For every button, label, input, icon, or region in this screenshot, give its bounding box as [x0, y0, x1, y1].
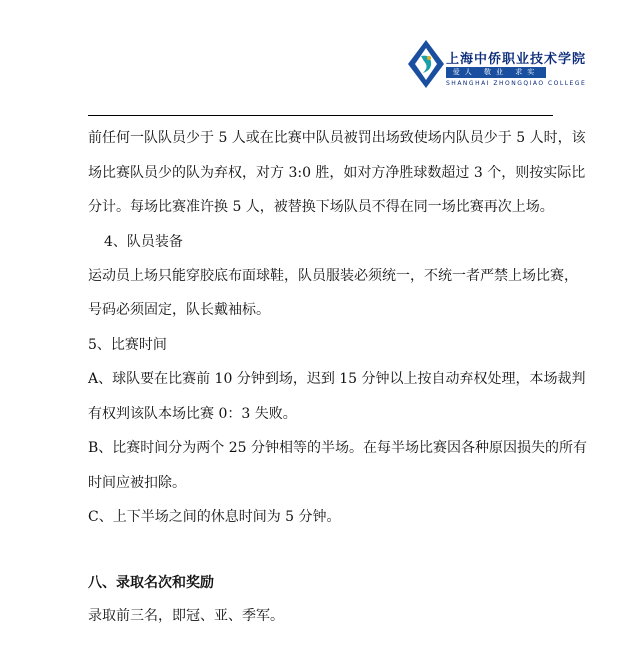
college-logo-icon: [408, 40, 444, 88]
paragraph-line: 时间应被扣除。: [88, 475, 186, 491]
paragraph-line: 号码必须固定，队长戴袖标。: [88, 302, 270, 318]
school-name-cn: 上海中侨职业技术学院: [446, 52, 587, 67]
section-heading-time: 5、比赛时间: [88, 337, 167, 353]
page-header: [0, 0, 639, 118]
paragraph-line: 分计。每场比赛准许换 5 人，被替换下场队员不得在同一场比赛再次上场。: [88, 199, 554, 215]
paragraph-line: C、上下半场之间的休息时间为 5 分钟。: [88, 509, 341, 525]
section-heading-equipment: 4、队员装备: [104, 234, 183, 250]
section-heading-awards: 八、录取名次和奖励: [88, 575, 214, 591]
paragraph-line: 前任何一队队员少于 5 人或在比赛中队员被罚出场致使场内队员少于 5 人时，该: [88, 130, 586, 146]
school-motto: 爱人 敬业 求实: [446, 67, 546, 78]
paragraph-line: 有权判该队本场比赛 0：3 失败。: [88, 406, 297, 422]
school-name-en: SHANGHAI ZHONGQIAO COLLEGE: [446, 80, 587, 87]
header-divider: [88, 115, 553, 116]
paragraph-line: B、比赛时间分为两个 25 分钟相等的半场。在每半场比赛因各种原因损失的所有: [88, 440, 588, 456]
paragraph-line: 录取前三名，即冠、亚、季军。: [88, 608, 284, 624]
paragraph-line: A、球队要在比赛前 10 分钟到场，迟到 15 分钟以上按自动弃权处理，本场裁判: [88, 371, 586, 387]
paragraph-line: 运动员上场只能穿胶底布面球鞋，队员服装必须统一，不统一者严禁上场比赛，: [88, 268, 578, 284]
paragraph-line: 场比赛队员少的队为弃权，对方 3:0 胜，如对方净胜球数超过 3 个，则按实际比: [88, 165, 586, 181]
